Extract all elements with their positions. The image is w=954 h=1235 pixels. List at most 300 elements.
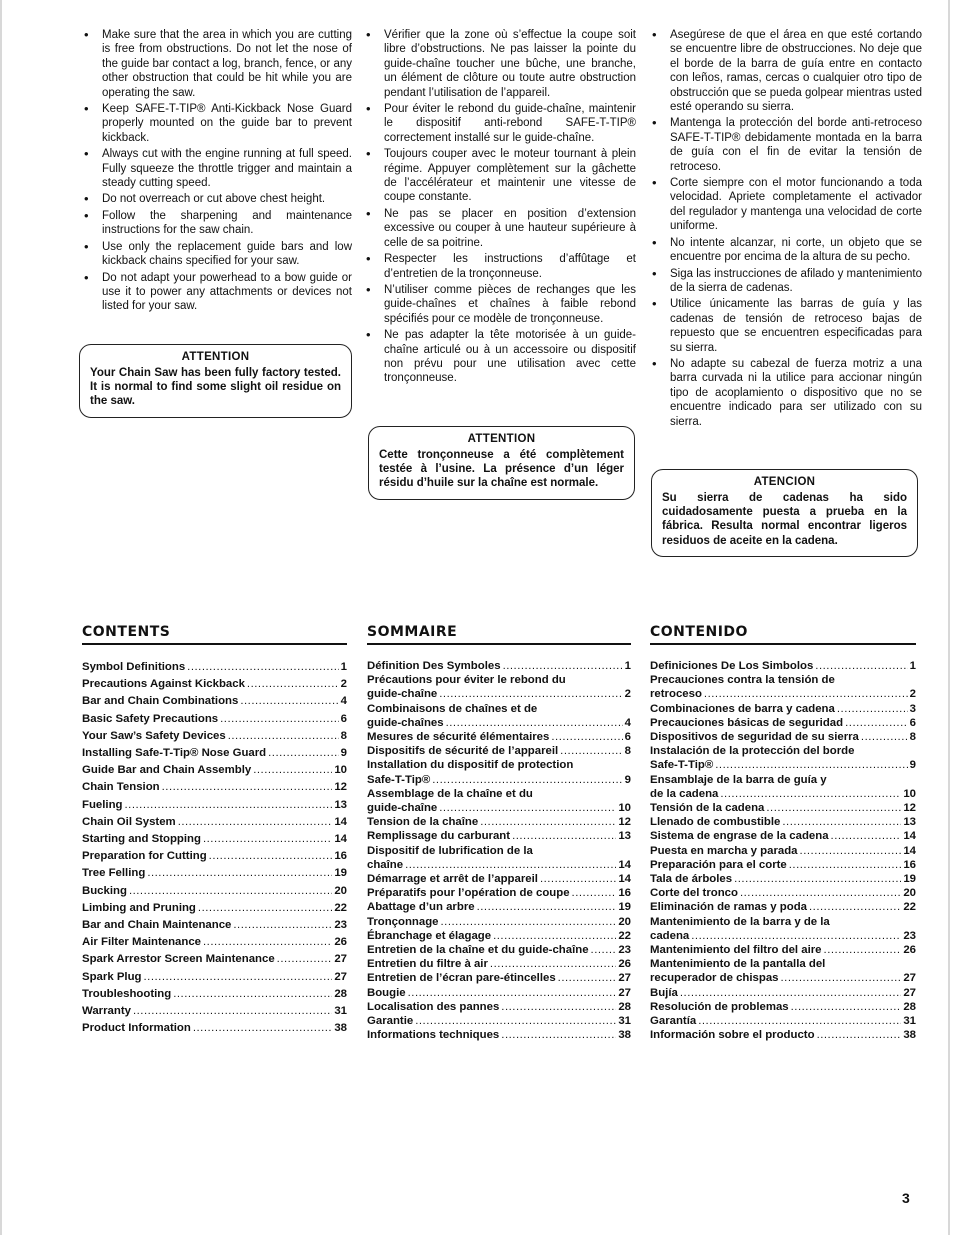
toc-entry[interactable] [82, 1003, 347, 1020]
toc-dot-leader [837, 702, 908, 716]
toc-page-number: 23 [903, 929, 916, 942]
toc-entry-title: Safe-T-Tip® [367, 773, 431, 786]
toc-entry-title: guide-chaînes [367, 716, 444, 729]
toc-dot-leader [129, 883, 332, 900]
toc-entry-title: Dispositivos de seguridad de su sierra [650, 731, 859, 744]
contents-heading: CONTENTS [82, 624, 347, 645]
toc-page-number: 4 [340, 695, 347, 708]
safety-bullet: • N’utiliser comme pièces de rechanges que les guide-chaînes et chaînes à faible rebond spécifiés pour ce modèle de tronçonneuse. [364, 283, 636, 326]
toc-dot-leader [503, 659, 623, 673]
toc-entry[interactable] [367, 1014, 631, 1028]
toc-dot-leader [144, 969, 333, 986]
toc-entry-title: Puesta en marcha y parada [650, 844, 798, 857]
toc-entry[interactable] [650, 815, 916, 829]
toc-entry[interactable] [82, 951, 347, 968]
toc-dot-leader [815, 659, 907, 673]
toc-entry[interactable] [82, 865, 347, 882]
toc-dot-leader [781, 971, 902, 985]
toc-entry[interactable] [650, 744, 916, 772]
toc-page-number: 10 [618, 802, 631, 815]
toc-dot-leader [203, 934, 332, 951]
toc-entry-title: Localisation des pannes [367, 1000, 500, 1013]
toc-entry-title-line: Précautions pour éviter le rebond du [367, 674, 566, 687]
toc-entry[interactable] [650, 844, 916, 858]
toc-page-number: 2 [340, 678, 347, 691]
toc-entry-title: Product Information [82, 1022, 191, 1035]
toc-dot-leader [147, 865, 332, 882]
toc-entry-title-line: Combinaisons de chaînes et de [367, 702, 538, 715]
french-attention-box [368, 426, 635, 500]
toc-entry-title: Combinaciones de barra y cadena [650, 702, 835, 715]
toc-dot-leader [551, 730, 622, 744]
toc-entry[interactable] [650, 773, 916, 801]
safety-bullet: • Do not overreach or cut above chest height. [82, 192, 352, 206]
toc-page-number: 8 [909, 731, 916, 744]
toc-dot-leader [240, 693, 338, 710]
toc-entry[interactable] [367, 929, 631, 943]
right-page-edge [948, 0, 950, 1235]
toc-entry[interactable] [650, 1000, 916, 1014]
toc-entry[interactable] [650, 730, 916, 744]
toc-entry[interactable] [650, 858, 916, 872]
toc-entry[interactable] [82, 917, 347, 934]
toc-entry[interactable] [82, 659, 347, 676]
toc-page-number: 16 [618, 887, 631, 900]
toc-entry-title: Abattage d’un arbre [367, 901, 475, 914]
toc-entry-title-line: Mantenimiento de la pantalla del [650, 958, 826, 971]
toc-entry[interactable] [650, 801, 916, 815]
toc-entry[interactable] [650, 915, 916, 943]
toc-entry[interactable] [650, 1028, 916, 1042]
toc-entry[interactable] [367, 758, 631, 786]
toc-page-number: 20 [618, 915, 631, 928]
toc-entry-title: Symbol Definitions [82, 661, 186, 673]
toc-page-number: 16 [334, 850, 347, 863]
toc-entry-title: guide-chaîne [367, 688, 438, 701]
toc-page-number: 19 [903, 873, 916, 886]
toc-entry[interactable] [367, 915, 631, 929]
toc-dot-leader [740, 886, 901, 900]
safety-bullet: • Utilice únicamente las barras de guía y las cadenas de tensión de retroceso bajas de repuesto que se encuentren especificadas para su sierra. [650, 297, 922, 355]
toc-entry-title: Resolución de problemas [650, 1000, 789, 1013]
safety-bullet: • No adapte su cabezal de fuerza motriz a una barra curvada ni la utilice para accionar ningún tipo de acoplamiento o dispositivo que no se encuentre indicado para ser utilizado con su sierra. [650, 357, 922, 429]
toc-dot-leader [162, 779, 333, 796]
toc-page-number: 28 [903, 1000, 916, 1013]
toc-page-number: 9 [624, 773, 631, 786]
toc-dot-leader [831, 829, 902, 843]
toc-page-number: 31 [618, 1015, 631, 1028]
safety-bullet: • Siga las instrucciones de afilado y mantenimiento de la sierra de cadenas. [650, 267, 922, 296]
toc-page-number: 1 [340, 661, 347, 673]
toc-dot-leader [512, 829, 616, 843]
toc-entry-title: cadena [650, 929, 690, 942]
toc-page-number: 22 [334, 901, 347, 914]
french-bullet-list [364, 28, 636, 386]
toc-page-number: 12 [334, 781, 347, 794]
toc-dot-leader [125, 797, 333, 814]
toc-entry[interactable] [367, 1000, 631, 1014]
toc-dot-leader [493, 929, 616, 943]
left-page-edge [0, 0, 2, 1235]
toc-page-number: 6 [909, 716, 916, 729]
toc-entry[interactable] [367, 829, 631, 843]
toc-page-number: 20 [903, 887, 916, 900]
toc-entry[interactable] [650, 829, 916, 843]
toc-entry[interactable] [367, 900, 631, 914]
toc-entry[interactable] [82, 1020, 347, 1037]
toc-entry-title: Chain Oil System [82, 815, 176, 828]
toc-dot-leader [560, 744, 622, 758]
attention-body: Su sierra de cadenas ha sido cuidadosamente puesta a prueba en la fábrica. Resulta normal encontrar ligeros residuos de aceite en la cadena. [662, 492, 907, 547]
toc-entry[interactable] [367, 659, 631, 673]
safety-bullet: • Use only the replacement guide bars and low kickback chains specified for your saw. [82, 240, 352, 269]
toc-entry-title: Garantía [650, 1015, 697, 1028]
toc-entry-title: Basic Safety Precautions [82, 712, 219, 725]
safety-bullet: • Keep SAFE-T-TIP® Anti-Kickback Nose Guard properly mounted on the guide bar to prevent kickback. [82, 102, 352, 145]
safety-bullet: • Pour éviter le rebond du guide-chaîne, maintenir le dispositif anti-rebond SAFE-T-TIP® correctement installé sur le guide-chaîne. [364, 102, 636, 145]
toc-entry-title: Mesures de sécurité élémentaires [367, 731, 550, 744]
toc-entry[interactable] [82, 986, 347, 1003]
toc-entry[interactable] [82, 883, 347, 900]
toc-page-number: 14 [903, 844, 916, 857]
toc-entry[interactable] [650, 957, 916, 985]
toc-entry[interactable] [82, 814, 347, 831]
toc-entry-title: chaîne [367, 858, 404, 871]
toc-entry-title: Sistema de engrase de la cadena [650, 830, 829, 843]
toc-entry-title: Bougie [367, 986, 406, 999]
toc-page-number: 38 [334, 1022, 347, 1035]
toc-dot-leader [845, 716, 908, 730]
toc-entry-title: Informations techniques [367, 1029, 500, 1042]
toc-page-number: 14 [334, 833, 347, 846]
toc-page-number: 27 [334, 970, 347, 983]
toc-dot-leader [439, 687, 622, 701]
toc-page-number: 27 [903, 972, 916, 985]
toc-entry[interactable] [367, 702, 631, 730]
toc-entry-title-line: Ensamblaje de la barra de guía y [650, 773, 827, 786]
toc-entry-title-line: Instalación de la protección del borde [650, 745, 855, 758]
toc-entry[interactable] [367, 1028, 631, 1042]
toc-dot-leader [247, 676, 339, 693]
toc-entry-title: Tension de la chaîne [367, 816, 479, 829]
toc-entry[interactable] [367, 986, 631, 1000]
sommaire-list [367, 659, 631, 1042]
toc-page-number: 26 [334, 936, 347, 949]
toc-dot-leader [800, 844, 902, 858]
toc-dot-leader [591, 943, 617, 957]
toc-entry-title: Guide Bar and Chain Assembly [82, 764, 252, 777]
spanish-safety-column [650, 28, 922, 431]
toc-entry[interactable] [650, 702, 916, 716]
english-attention-box [79, 344, 352, 418]
toc-entry-title: Warranty [82, 1005, 131, 1018]
toc-dot-leader [253, 762, 332, 779]
toc-entry[interactable] [367, 844, 631, 872]
toc-dot-leader [540, 872, 616, 886]
toc-entry[interactable] [367, 971, 631, 985]
toc-page-number: 13 [618, 830, 631, 843]
toc-page-number: 14 [618, 858, 631, 871]
toc-page-number: 13 [903, 816, 916, 829]
toc-page-number: 23 [618, 944, 631, 957]
toc-entry-title: retroceso [650, 688, 702, 701]
toc-entry[interactable] [650, 1014, 916, 1028]
toc-page-number: 16 [903, 858, 916, 871]
toc-entry-title: Troubleshooting [82, 987, 172, 1000]
toc-page-number: 2 [909, 688, 916, 701]
toc-entry[interactable] [82, 693, 347, 710]
toc-page-number: 27 [618, 986, 631, 999]
toc-dot-leader [198, 900, 332, 917]
toc-entry[interactable] [367, 673, 631, 701]
toc-dot-leader [432, 773, 622, 787]
toc-page-number: 23 [334, 919, 347, 932]
toc-dot-leader [720, 787, 901, 801]
contenido-heading: CONTENIDO [650, 624, 916, 645]
toc-page-number: 9 [909, 759, 916, 772]
toc-entry[interactable] [82, 797, 347, 814]
spanish-bullet-list [650, 28, 922, 429]
toc-entry-title: Entretien de l’écran pare-étincelles [367, 972, 556, 985]
page-number: 3 [902, 1190, 910, 1206]
toc-entry[interactable] [82, 848, 347, 865]
toc-dot-leader [173, 986, 332, 1003]
toc-entry[interactable] [650, 872, 916, 886]
toc-page-number: 14 [618, 873, 631, 886]
toc-entry-title: Spark Plug [82, 970, 142, 983]
toc-entry[interactable] [82, 831, 347, 848]
toc-dot-leader [233, 917, 332, 934]
toc-entry[interactable] [82, 728, 347, 745]
toc-page-number: 4 [624, 716, 631, 729]
toc-entry-title: guide-chaîne [367, 802, 438, 815]
toc-dot-leader [704, 687, 908, 701]
toc-entry[interactable] [82, 762, 347, 779]
toc-page-number: 27 [334, 953, 347, 966]
safety-bullet: • Asegúrese de que el área en que esté cortando se encuentre libre de obstrucciones. No deje que el borde de la barra de guía entre en contacto con leños, ramas, cercas o cualquier otro tipo de obstrucción que se pueda golpear mientras usted esté operando su sierra. [650, 28, 922, 114]
toc-page-number: 31 [334, 1005, 347, 1018]
toc-page-number: 10 [334, 764, 347, 777]
toc-dot-leader [439, 801, 616, 815]
toc-entry[interactable] [650, 673, 916, 701]
toc-entry-title: Chain Tension [82, 781, 160, 794]
toc-entry[interactable] [82, 934, 347, 951]
toc-dot-leader [501, 1028, 616, 1042]
toc-entry-title-line: Mantenimiento de la barra y de la [650, 915, 830, 928]
toc-entry-title: Tronçonnage [367, 915, 439, 928]
toc-page-number: 13 [334, 798, 347, 811]
toc-entry-title-line: Installation du dispositif de protection [367, 759, 574, 772]
toc-entry-title: Precautions Against Kickback [82, 678, 245, 691]
french-safety-column [364, 28, 636, 388]
toc-entry[interactable] [367, 787, 631, 815]
toc-entry-title: Eliminación de ramas y poda [650, 901, 807, 914]
safety-bullet: • Toujours couper avec le moteur tournant à plein régime. Appuyer complètement sur la gâchette de l’accélérateur et maintenir une vitesse de coupe constante. [364, 147, 636, 205]
toc-page-number: 31 [903, 1015, 916, 1028]
contents-list [82, 659, 347, 1037]
toc-dot-leader [501, 1000, 616, 1014]
toc-entry-title: Air Filter Maintenance [82, 936, 201, 949]
toc-dot-leader [558, 971, 617, 985]
safety-bullet: • Make sure that the area in which you are cutting is free from obstructions. Do not let the nose of the guide bar contact a log, branch, fence, or any other obstruction that could be hit while you are operating the saw. [82, 28, 352, 100]
toc-dot-leader [490, 957, 616, 971]
toc-entry[interactable] [82, 711, 347, 728]
safety-bullet: • Do not adapt your powerhead to a bow guide or use it to power any attachments or devices not listed for your saw. [82, 271, 352, 314]
toc-page-number: 19 [334, 867, 347, 880]
toc-entry-title: Remplissage du carburant [367, 830, 511, 843]
toc-dot-leader [209, 848, 333, 865]
toc-entry[interactable] [650, 716, 916, 730]
toc-dot-leader [408, 986, 617, 1000]
toc-entry-title-line: Dispositif de lubrification de la [367, 844, 533, 857]
toc-entry-title: Bujía [650, 986, 678, 999]
toc-entry[interactable] [650, 886, 916, 900]
toc-entry[interactable] [82, 900, 347, 917]
toc-dot-leader [861, 730, 908, 744]
toc-dot-leader [691, 929, 901, 943]
toc-entry-title: Ébranchage et élagage [367, 929, 492, 942]
toc-entry-title: Preparación para el corte [650, 858, 787, 871]
toc-entry[interactable] [367, 957, 631, 971]
toc-page-number: 22 [903, 901, 916, 914]
toc-page-number: 38 [618, 1029, 631, 1042]
toc-page-number: 26 [618, 958, 631, 971]
toc-entry[interactable] [367, 815, 631, 829]
english-bullet-list [82, 28, 352, 314]
toc-page-number: 14 [903, 830, 916, 843]
toc-dot-leader [680, 986, 901, 1000]
toc-page-number: 10 [903, 787, 916, 800]
toc-dot-leader [477, 900, 617, 914]
toc-entry[interactable] [367, 943, 631, 957]
toc-entry-title: Démarrage et arrêt de l’appareil [367, 873, 538, 886]
safety-bullet: • Follow the sharpening and maintenance instructions for the saw chain. [82, 209, 352, 238]
toc-entry-title: Precauciones básicas de seguridad [650, 716, 844, 729]
toc-page-number: 6 [624, 731, 631, 744]
toc-entry-title: Tala de árboles [650, 873, 733, 886]
attention-body: Your Chain Saw has been fully factory tested. It is normal to find some slight oil residue on the saw. [90, 367, 341, 408]
toc-entry[interactable] [650, 943, 916, 957]
toc-dot-leader [782, 815, 901, 829]
toc-dot-leader [415, 1014, 616, 1028]
toc-page-number: 27 [618, 972, 631, 985]
attention-title: ATTENTION [467, 433, 536, 445]
toc-dot-leader [789, 858, 902, 872]
safety-bullet: • Ne pas se placer en position d’extension excessive ou couper à une hauteur supérieure à celle de sa poitrine. [364, 207, 636, 250]
toc-entry-title: de la cadena [650, 787, 719, 800]
toc-entry[interactable] [82, 745, 347, 762]
toc-page-number: 14 [334, 815, 347, 828]
toc-entry-title: Corte del tronco [650, 887, 738, 900]
toc-dot-leader [228, 728, 339, 745]
toc-dot-leader [480, 815, 616, 829]
toc-entry-title: Préparatifs pour l’opération de coupe [367, 887, 570, 900]
contenido-list [650, 659, 916, 1042]
toc-page-number: 28 [618, 1000, 631, 1013]
toc-page-number: 1 [624, 660, 631, 672]
toc-dot-leader [178, 814, 333, 831]
toc-entry[interactable] [367, 730, 631, 744]
toc-page-number: 22 [618, 929, 631, 942]
toc-dot-leader [817, 1028, 902, 1042]
toc-dot-leader [187, 659, 339, 676]
toc-dot-leader [791, 1000, 902, 1014]
toc-dot-leader [268, 745, 339, 762]
toc-entry[interactable] [82, 676, 347, 693]
toc-page-number: 28 [334, 987, 347, 1000]
toc-page-number: 12 [903, 802, 916, 815]
toc-dot-leader [824, 943, 902, 957]
toc-page-number: 8 [340, 729, 347, 742]
toc-entry[interactable] [367, 744, 631, 758]
toc-page-number: 26 [903, 944, 916, 957]
toc-dot-leader [715, 758, 907, 772]
toc-entry-title: Safe-T-Tip® [650, 759, 714, 772]
toc-entry-title: recuperador de chispas [650, 972, 779, 985]
english-safety-column [82, 28, 352, 316]
toc-page-number: 8 [624, 745, 631, 758]
toc-entry-title: Tensión de la cadena [650, 802, 765, 815]
attention-body: Cette tronçonneuse a été complètement testée à l’usine. La présence d’un léger résidu d’huile sur la chaîne est normale. [379, 449, 624, 490]
sommaire-heading: SOMMAIRE [367, 624, 631, 645]
toc-entry-title: Información sobre el producto [650, 1029, 815, 1042]
toc-page-number: 27 [903, 986, 916, 999]
toc-dot-leader [203, 831, 332, 848]
toc-dot-leader [220, 711, 339, 728]
toc-entry-title: Installing Safe-T-Tip® Nose Guard [82, 747, 267, 760]
attention-title: ATENCION [753, 476, 816, 488]
attention-title: ATTENTION [181, 351, 250, 363]
toc-page-number: 19 [618, 901, 631, 914]
sommaire-section [367, 624, 631, 1042]
toc-entry-title: Entretien de la chaîne et du guide-chaîne [367, 944, 589, 957]
toc-entry-title: Limbing and Pruning [82, 901, 196, 914]
toc-entry-title: Starting and Stopping [82, 833, 201, 846]
toc-entry[interactable] [650, 986, 916, 1000]
toc-page-number: 9 [340, 747, 347, 760]
toc-page-number: 38 [903, 1029, 916, 1042]
toc-entry-title: Dispositifs de sécurité de l’appareil [367, 745, 559, 758]
toc-dot-leader [193, 1020, 332, 1037]
toc-entry-title-line: Assemblage de la chaîne et du [367, 787, 533, 800]
safety-bullet: • Vérifier que la zone où s’effectue la coupe soit libre d’obstructions. Ne pas laisser la pointe du guide-chaîne toucher une bûche, une branche, un élément de clôture ou toute autre obstruction pendant l’utilisation de l’appareil. [364, 28, 636, 100]
contenido-section [650, 624, 916, 1042]
toc-entry-title: Mantenimiento del filtro del aire [650, 944, 822, 957]
safety-bullet: • Respecter les instructions d’affûtage et d’entretien de la tronçonneuse. [364, 252, 636, 281]
toc-page-number: 2 [624, 688, 631, 701]
toc-entry-title: Llenado de combustible [650, 816, 781, 829]
toc-entry-title: Fueling [82, 798, 123, 811]
toc-entry-title: Preparation for Cutting [82, 850, 207, 863]
toc-entry[interactable] [650, 900, 916, 914]
toc-entry[interactable] [650, 659, 916, 673]
toc-entry-title: Tree Felling [82, 867, 146, 880]
safety-bullet: • No intente alcanzar, ni corte, un objeto que se encuentre por encima de la altura de su pecho. [650, 236, 922, 265]
toc-dot-leader [441, 915, 617, 929]
toc-entry-title-line: Precauciones contra la tensión de [650, 674, 835, 687]
toc-dot-leader [133, 1003, 332, 1020]
toc-entry-title: Spark Arrestor Screen Maintenance [82, 953, 275, 966]
toc-dot-leader [734, 872, 901, 886]
toc-entry[interactable] [367, 872, 631, 886]
toc-entry-title: Bar and Chain Maintenance [82, 919, 232, 932]
toc-entry[interactable] [82, 969, 347, 986]
toc-entry[interactable] [82, 779, 347, 796]
toc-entry[interactable] [367, 886, 631, 900]
safety-bullet: • Corte siempre con el motor funcionando a toda velocidad. Apriete completamente el activador del regulador y mantenga una velocidad de corte uniforme. [650, 176, 922, 234]
toc-page-number: 20 [334, 884, 347, 897]
toc-dot-leader [766, 801, 901, 815]
